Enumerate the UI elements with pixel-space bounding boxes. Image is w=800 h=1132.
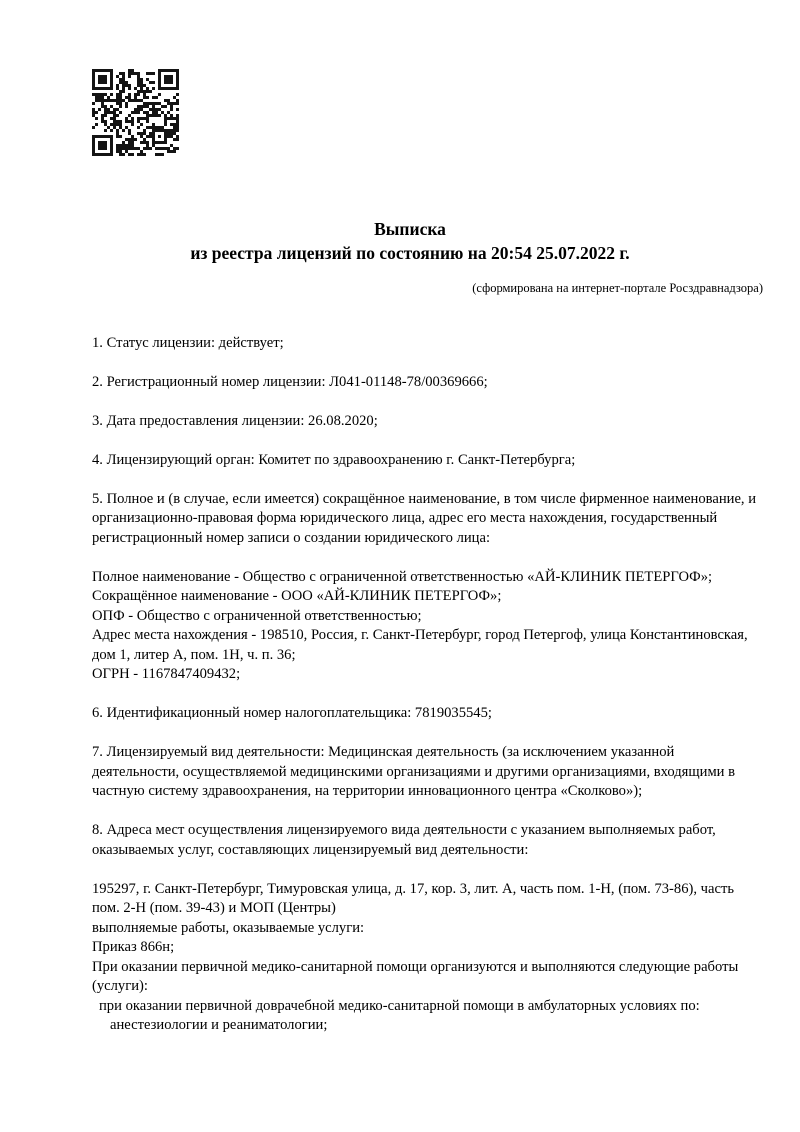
org-ogrn: ОГРН - 1167847409432; — [92, 666, 241, 682]
licensing-authority: 4. Лицензирующий орган: Комитет по здравоохранению г. Санкт-Петербурга; — [92, 451, 576, 468]
org-short-name: Сокращённое наименование - ООО «АЙ-КЛИНИК ПЕТЕРГОФ»; — [92, 588, 502, 604]
activity-addresses-heading: 8. Адреса мест осуществления лицензируемого вида деятельности с указанием выполняемых работ, оказываемых услуг, составляющих лицензируемый вид деятельности: — [92, 822, 716, 858]
license-date: 3. Дата предоставления лицензии: 26.08.2020; — [92, 412, 378, 429]
pre-medical-care-line: при оказании первичной доврачебной медико-санитарной помощи в амбулаторных условиях по: — [99, 997, 700, 1014]
primary-care-intro: При оказании первичной медико-санитарной помощи организуются и выполняются следующие работы (услуги): — [92, 958, 739, 994]
license-status: 1. Статус лицензии: действует; — [92, 334, 284, 351]
org-legal-address: Адрес места нахождения - 198510, Россия, г. Санкт-Петербург, город Петергоф, улица Константиновская, дом 1, литер А, пом. 1Н, ч. п. 36; — [92, 627, 748, 663]
order-number: Приказ 866н; — [92, 939, 175, 955]
taxpayer-inn: 6. Идентификационный номер налогоплательщика: 7819035545; — [92, 705, 492, 721]
title-line-1: Выписка — [374, 219, 446, 239]
org-info-heading: 5. Полное и (в случае, если имеется) сокращённое наименование, в том числе фирменное наименование, и организационно-правовая форма юридического лица, адрес его места нахождения, государственный регистрационный номер записи о создании юридического лица: — [92, 490, 757, 546]
activity-address: 195297, г. Санкт-Петербург, Тимуровская улица, д. 17, кор. 3, лит. А, часть пом. 1-Н, (пом. 73-86), часть пом. 2-Н (пом. 39-43) и МОП (Центры) — [92, 880, 734, 916]
org-legal-form: ОПФ - Общество с ограниченной ответственностью; — [92, 607, 422, 624]
document-subtitle: (сформирована на интернет-портале Росздравнадзора) — [472, 281, 763, 295]
license-number: 2. Регистрационный номер лицензии: Л041-01148-78/00369666; — [92, 373, 488, 390]
title-line-2: из реестра лицензий по состоянию на 20:54 25.07.2022 г. — [190, 243, 630, 263]
works-services-label: выполняемые работы, оказываемые услуги: — [92, 919, 365, 936]
licensed-activity: 7. Лицензируемый вид деятельности: Медицинская деятельность (за исключением указанной деятельности, осуществляемой медицинскими организациями и другими организациями, входящими в частную систему здравоохранения, на территории инновационного центра «Сколково»); — [92, 744, 736, 799]
qr-code-icon — [92, 69, 179, 156]
specialty-anesthesiology: анестезиологии и реаниматологии; — [110, 1017, 328, 1033]
org-full-name: Полное наименование - Общество с ограниченной ответственностью «АЙ-КЛИНИК ПЕТЕРГОФ»; — [92, 568, 713, 585]
document-body — [92, 314, 764, 1036]
document-title — [60, 217, 760, 265]
